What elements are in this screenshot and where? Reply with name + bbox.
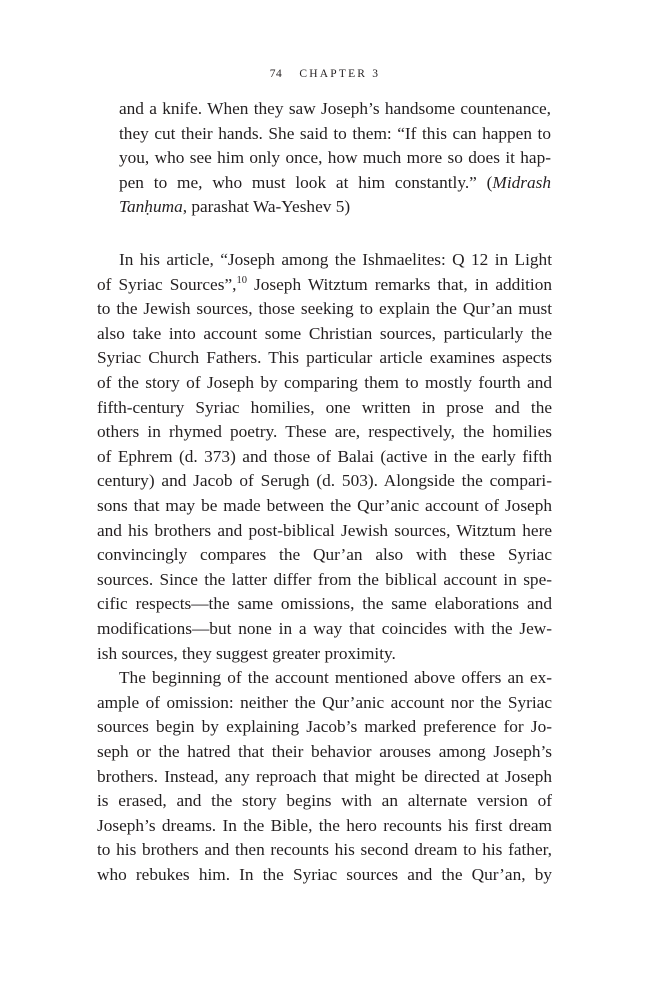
body-line: of the story of Joseph by comparing them to mostly fourth and (97, 373, 552, 392)
body-line: In his article, “Joseph among the Ishmaelites: Q 12 in Light (119, 250, 552, 269)
quote-line: they cut their hands. She said to them: “If this can happen to (119, 123, 551, 143)
body-line: to his brothers and then recounts his second dream to his father, (97, 840, 552, 860)
body-line: sons that may be made between the Qur’anic account of Joseph (97, 496, 552, 515)
body-line: brothers. Instead, any reproach that might be directed at Joseph (97, 766, 552, 786)
body-line: modifications—but none in a way that coincides with the Jew- (97, 619, 552, 638)
body-line: sources begin by explaining Jacob’s marked preference for Jo- (97, 717, 552, 737)
page-number: 74 (269, 68, 283, 80)
body-line: seph or the hatred that their behavior arouses among Joseph’s (97, 742, 552, 761)
body-line: sources. Since the latter differ from the biblical account in spe- (97, 569, 552, 589)
body-line: convincingly compares the Qur’an also with these Syriac (97, 545, 552, 565)
body-line: of Syriac Sources”,$^{10}$ Joseph Witztum remarks that, in addition (97, 274, 553, 294)
quote-line: you, who see him only once, how much more so does it hap- (119, 148, 551, 168)
body-line: others in rhymed poetry. These are, respectively, the homilies (97, 422, 552, 442)
body-line: ish sources, they suggest greater proximity. (97, 643, 396, 663)
quote-line: pen to me, who must look at him constantly.” (Midrash (119, 172, 551, 192)
footnote-marker: 10 (236, 274, 247, 286)
body-line: Joseph’s dreams. In the Bible, the hero recounts his first dream (97, 815, 552, 835)
running-head (0, 66, 650, 82)
chapter-title: CHAPTER 3 (299, 68, 381, 80)
body-line: is erased, and the story begins with an alternate version of (97, 791, 552, 811)
body-line: Syriac Church Fathers. This particular article examines aspects (97, 348, 552, 368)
body-line: fifth-century Syriac homilies, one written in prose and the (97, 397, 552, 417)
body-line: The beginning of the account mentioned above offers an ex- (119, 668, 552, 688)
body-line: ample of omission: neither the Qur’anic account nor the Syriac (97, 692, 552, 712)
body-line: also take into account some Christian sources, particularly the (97, 323, 552, 343)
body-line: of Ephrem (d. 373) and those of Balai (active in the early fifth (97, 446, 552, 466)
body-line: century) and Jacob of Serugh (d. 503). Alongside the compari- (97, 471, 552, 491)
quote-line: Tanḥuma, parashat Wa-Yeshev 5) (119, 197, 351, 217)
body-line: and his brothers and post-biblical Jewish sources, Witztum here (97, 520, 552, 540)
body-line: cific respects—the same omissions, the same elaborations and (97, 594, 552, 614)
body-line: to the Jewish sources, those seeking to explain the Qur’an must (97, 299, 552, 319)
quote-line: and a knife. When they saw Joseph’s handsome countenance, (119, 99, 551, 118)
body-line: who rebukes him. In the Syriac sources and the Qur’an, by (97, 865, 552, 884)
